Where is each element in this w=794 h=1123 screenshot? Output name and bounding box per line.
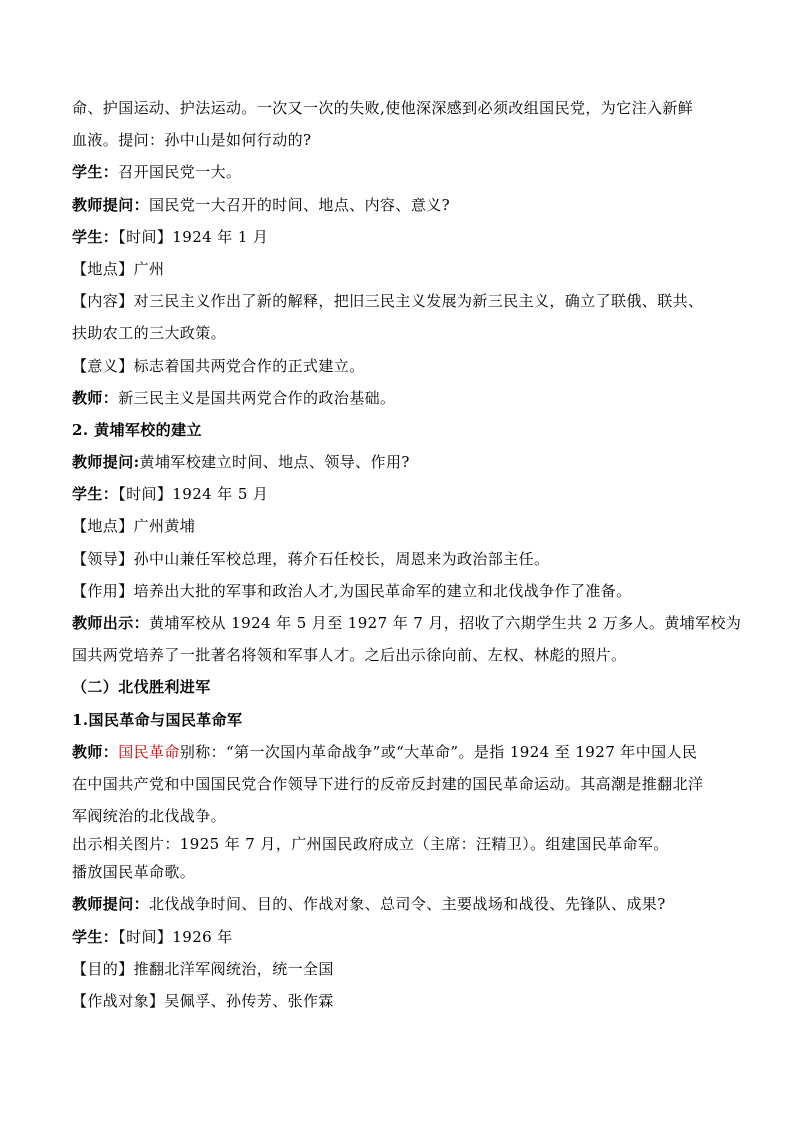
speaker-label: 学生： <box>72 485 119 504</box>
paragraph-line: 军阀统治的北伐战争。 <box>72 807 227 826</box>
dialogue-text: 黄埔军校建立时间、地点、领导、作用? <box>139 453 410 472</box>
dialogue-line <box>72 388 727 408</box>
paragraph-line: 血液。提问：孙中山是如何行动的? <box>72 131 312 150</box>
section-heading: （二）北伐胜利进军 <box>72 678 211 697</box>
dialogue-text: 国民党一大召开的时间、地点、内容、意义? <box>149 195 451 214</box>
speaker-label: 教师： <box>72 388 119 407</box>
dialogue-line <box>72 452 727 472</box>
subsection-heading: 1.国民革命与国民革命军 <box>72 710 243 729</box>
speaker-label: 教师提问： <box>72 895 150 914</box>
paragraph-line: 播放国民革命歌。 <box>72 863 196 882</box>
paragraph-line: 【作用】培养出大批的军事和政治人才,为国民革命军的建立和北伐战争作了准备。 <box>72 581 632 600</box>
dialogue-text: 【时间】1924 年 1 月 <box>118 227 269 246</box>
speaker-label: 学生： <box>72 163 119 182</box>
dialogue-text: 【时间】1924 年 5 月 <box>118 485 269 504</box>
dialogue-line <box>72 484 727 504</box>
dialogue-line <box>72 613 742 633</box>
dialogue-text: 北伐战争时间、目的、作战对象、总司令、主要战场和战役、先锋队、成果? <box>149 895 666 914</box>
paragraph-line: 在中国共产党和中国国民党合作领导下进行的反帝反封建的国民革命运动。其高潮是推翻北洋 <box>72 774 704 793</box>
paragraph-line: 【作战对象】吴佩孚、孙传芳、张作霖 <box>72 991 334 1010</box>
document-page <box>72 98 742 1023</box>
highlighted-term: 国民革命 <box>118 742 180 761</box>
paragraph-line: 【目的】推翻北洋军阀统治，统一全国 <box>72 959 334 978</box>
paragraph-line: 【地点】广州黄埔 <box>72 517 196 536</box>
section-heading: 2. 黄埔军校的建立 <box>72 420 202 439</box>
dialogue-text: 新三民主义是国共两党合作的政治基础。 <box>118 388 396 407</box>
paragraph-line: 【地点】广州 <box>72 259 165 278</box>
paragraph-line: 出示相关图片：1925 年 7 月，广州国民政府成立（主席：汪精卫）。组建国民革命军。 <box>72 835 669 854</box>
dialogue-text: 召开国民党一大。 <box>118 163 242 182</box>
dialogue-text: 别称：“第一次国内革命战争”或“大革命”。是指 1924 至 1927 年中国人民 <box>179 742 698 761</box>
speaker-label: 教师提问： <box>72 195 150 214</box>
speaker-label: 教师出示： <box>72 614 150 632</box>
paragraph-line: 扶助农工的三大政策。 <box>72 324 227 343</box>
paragraph-line: 【意义】标志着国共两党合作的正式建立。 <box>72 356 365 375</box>
dialogue-line <box>72 227 727 247</box>
speaker-label: 教师： <box>72 742 119 761</box>
dialogue-line <box>72 927 727 947</box>
speaker-label: 学生： <box>72 927 119 946</box>
dialogue-line <box>72 894 727 914</box>
dialogue-text: 黄埔军校从 1924 年 5 月至 1927 年 7 月，招收了六期学生共 2 万多人。黄埔军校为 <box>149 614 742 632</box>
dialogue-text: 【时间】1926 年 <box>118 927 233 946</box>
paragraph-line: 【领导】孙中山兼任军校总理，蒋介石任校长，周恩来为政治部主任。 <box>72 549 550 568</box>
speaker-label: 学生： <box>72 227 119 246</box>
paragraph-line: 命、护国运动、护法运动。一次又一次的失败,使他深深感到必须改组国民党，为它注入新鲜 <box>72 99 694 117</box>
paragraph-line: 【内容】对三民主义作出了新的解释，把旧三民主义发展为新三民主义，确立了联俄、联共、 <box>72 292 704 311</box>
dialogue-line <box>72 162 727 182</box>
paragraph-line: 国共两党培养了一批著名将领和军事人才。之后出示徐向前、左权、林彪的照片。 <box>72 646 627 665</box>
speaker-label: 教师提问: <box>72 453 140 472</box>
dialogue-line <box>72 195 727 215</box>
dialogue-line <box>72 742 727 762</box>
